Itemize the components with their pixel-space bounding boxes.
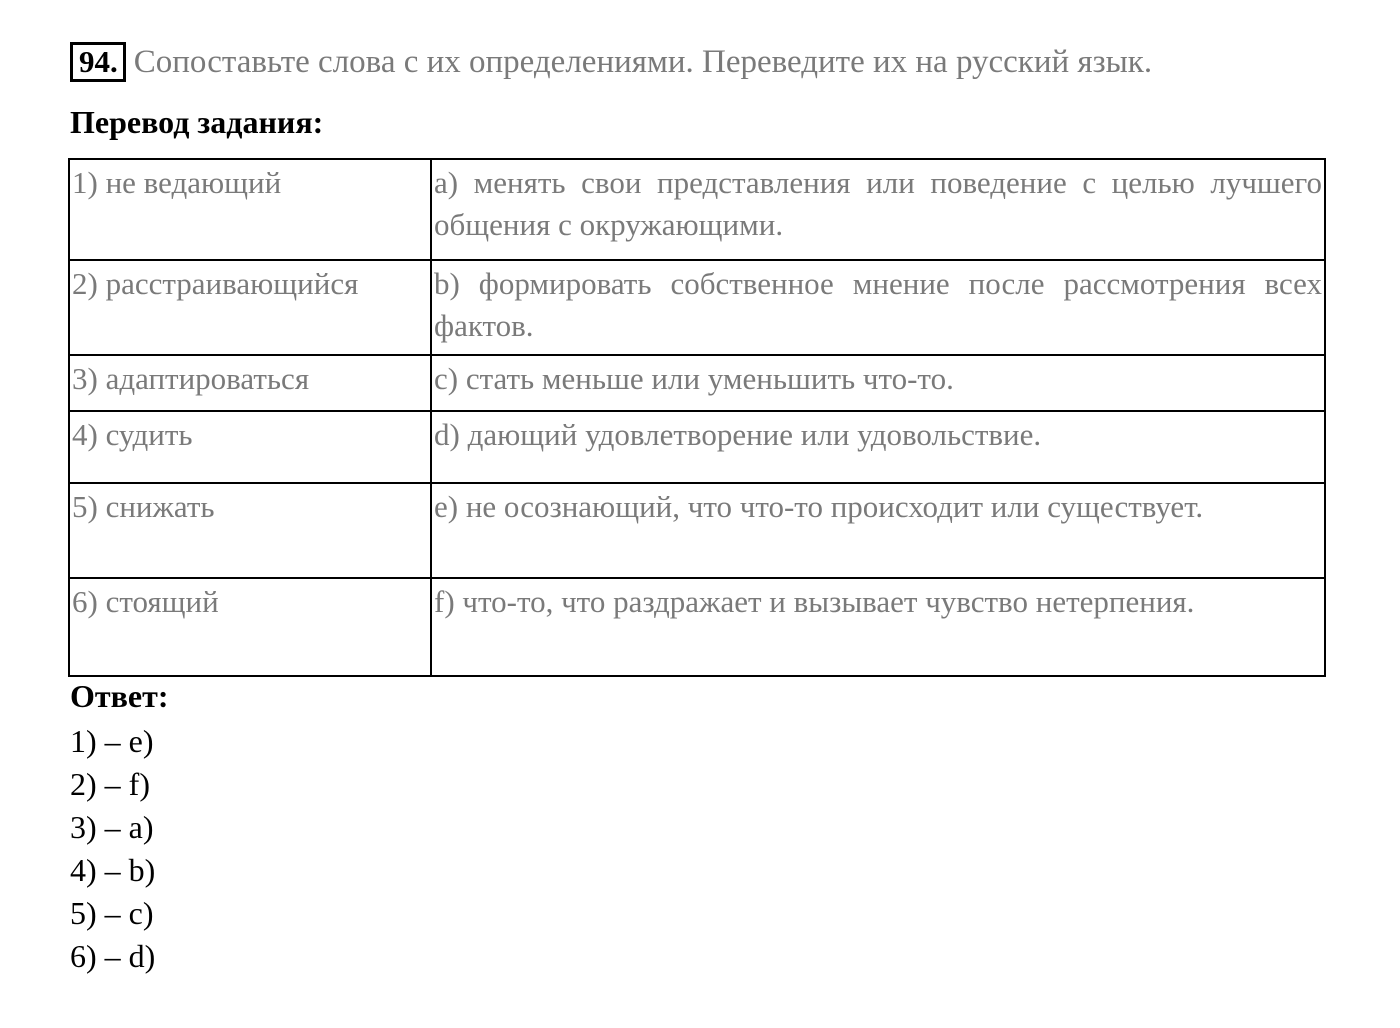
table-row <box>69 578 1325 676</box>
answer-item: 6) – d) <box>70 938 156 974</box>
matching-table <box>68 158 1326 677</box>
answer-item: 4) – b) <box>70 852 156 888</box>
table-cell-word: 3) адаптироваться <box>69 355 431 411</box>
table-cell-word: 4) судить <box>69 411 431 483</box>
table-cell-definition: f) что-то, что раздражает и вызывает чувство нетерпения. <box>431 578 1325 676</box>
table-cell-definition: c) стать меньше или уменьшить что-то. <box>431 355 1325 411</box>
table-cell-word: 5) снижать <box>69 483 431 578</box>
answer-heading: Ответ: <box>70 678 169 714</box>
answer-item: 2) – f) <box>70 766 150 802</box>
translation-heading: Перевод задания: <box>70 104 324 140</box>
answer-item: 5) – c) <box>70 895 154 931</box>
answer-item: 1) – e) <box>70 723 154 759</box>
table-row <box>69 355 1325 411</box>
table-row <box>69 411 1325 483</box>
table-row <box>69 159 1325 260</box>
table-row <box>69 260 1325 355</box>
table-cell-word: 6) стоящий <box>69 578 431 676</box>
table-cell-definition: d) дающий удовлетворение или удовольствие. <box>431 411 1325 483</box>
task-header <box>70 40 1152 84</box>
answer-item: 3) – a) <box>70 809 154 845</box>
table-cell-definition: b) формировать собственное мнение после рассмотрения всех фактов. <box>431 260 1325 355</box>
answer-list <box>70 720 155 978</box>
table-cell-word: 1) не ведающий <box>69 159 431 260</box>
table-cell-definition: a) менять свои представления или поведение с целью лучшего общения с окружающими. <box>431 159 1325 260</box>
table-row <box>69 483 1325 578</box>
task-instruction: Сопоставьте слова с их определениями. Переведите их на русский язык. <box>133 44 1153 80</box>
table-cell-word: 2) расстраивающийся <box>69 260 431 355</box>
table-cell-definition: e) не осознающий, что что-то происходит или существует. <box>431 483 1325 578</box>
task-number: 94. <box>70 42 126 82</box>
